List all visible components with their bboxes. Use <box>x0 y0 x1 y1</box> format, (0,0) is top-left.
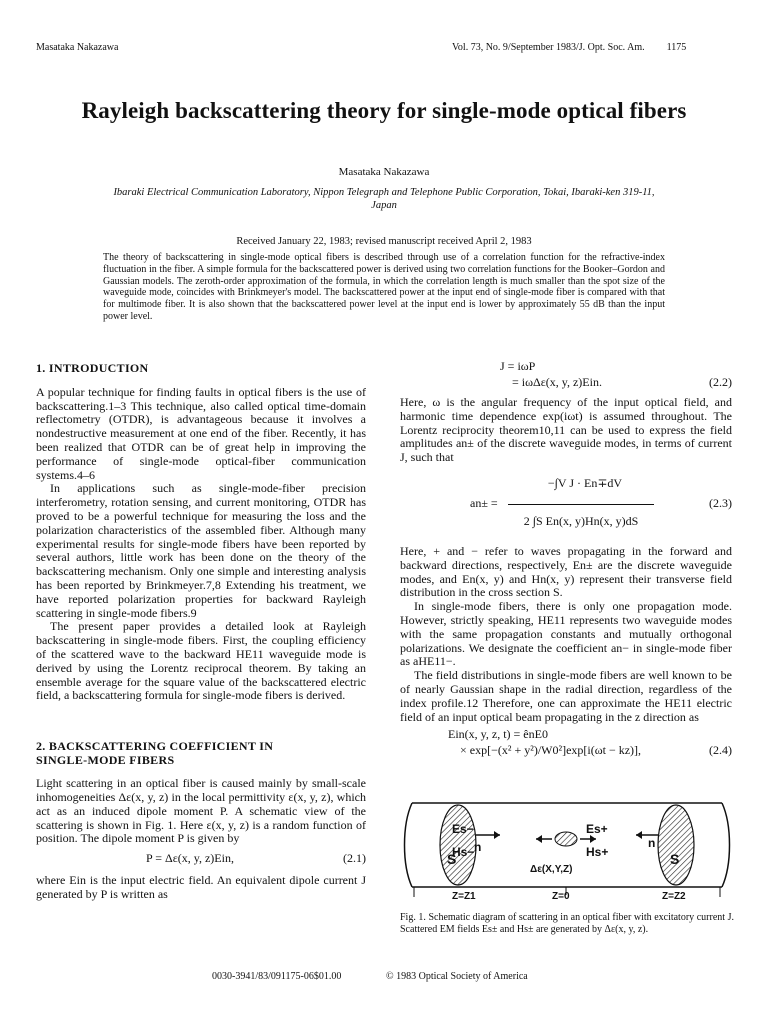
label-hs-minus: Hs− <box>452 845 475 859</box>
label-s-right: S <box>670 851 680 867</box>
label-n-left: n <box>474 840 482 854</box>
footer-copyright: © 1983 Optical Society of America <box>386 971 528 982</box>
right-paragraph-3: In single-mode fibers, there is only one propagation mode. However, strictly speaking, HE11 represents two waveguide modes with the same propagation constants and mutually orthogonal polarizations. We designate the coefficient an− in single-mode fiber as aHE11−. <box>400 599 732 669</box>
scatterer <box>555 832 577 846</box>
equation-2-4-line-1 <box>400 728 732 744</box>
label-z2: Z=Z2 <box>662 891 686 902</box>
equation-2-3 <box>400 471 732 539</box>
equation-2-1-number: (2.1) <box>343 851 366 866</box>
equation-2-1-body: P = Δε(x, y, z)Ein, <box>146 851 234 866</box>
label-z0: Z=0 <box>552 891 570 902</box>
section-2-heading-line-2: SINGLE-MODE FIBERS <box>36 753 175 768</box>
equation-2-2-line-1 <box>400 360 732 376</box>
label-es-minus: Es− <box>452 822 474 836</box>
equation-2-4-number: (2.4) <box>709 743 732 758</box>
label-z1: Z=Z1 <box>452 891 476 902</box>
fiber-right-end <box>722 803 730 887</box>
right-paragraph-1: Here, ω is the angular frequency of the input optical field, and harmonic time dependence exp(iωt) is assumed throughout. The Lorentz reciprocity theorem10,11 can be used to express the field amplitudes an± of the discrete waveguide modes, in terms of current J, such that <box>400 395 732 465</box>
figure-1-caption: Fig. 1. Schematic diagram of scattering in an optical fiber with excitatory current J. Scattered EM fields Es± and Hs± are generated by Δε(x, y, z). <box>400 912 734 935</box>
equation-2-3-denominator: 2 ∫S En(x, y)Hn(x, y)dS <box>523 513 639 528</box>
left-column <box>36 362 366 902</box>
label-s-left: S <box>447 851 457 867</box>
abstract: The theory of backscattering in single-mode optical fibers is described through use of a correlation function for the refractive-index fluctuation in the fiber. A simple formula for the backscattered power is derived using two correlation functions for the Booker–Gordon and Gaussian models. The zeroth-order approximation of the formula, in which the correlation length is much smaller than the spot size of the waveguide mode, coincides with Brinkmeyer's model. The backscattered power at the input end of single-mode fiber is compared with that for multimode fiber. It is also shown that the backscattered power level at the input end is lower by approximately 55 dB than the input power level. <box>103 252 665 322</box>
running-header-journal <box>452 42 734 53</box>
equation-2-2-line-2 <box>400 376 732 392</box>
intro-paragraph-3: The present paper provides a detailed look at Rayleigh backscattering in single-mode fibers. First, the coupling efficiency of the scattered wave to the backward HE11 waveguide mode is derived by using the Lorentz reciprocal theorem. By taking an ensemble average for the square value of the backscattered electric field, a backscattering formula for single-mode fibers is derived. <box>36 619 366 703</box>
right-paragraph-2: Here, + and − refer to waves propagating in the forward and backward directions, respectively, En± are the discrete waveguide modes, and En(x, y) and Hn(x, y) represent their transverse field distribution in the cross section S. <box>400 543 732 600</box>
running-header-author: Masataka Nakazawa <box>36 42 119 53</box>
intro-paragraph-2: In applications such as single-mode-fiber precision interferometry, rotation sensing, and current monitoring, OTDR has proved to be a powerful technique for measuring the loss and the polarization characteristics of the assembled fiber. Although many experimental results for single-mode fibers have been reported by several authors, little work has been done on the theory of the backscattering mechanism. Only one simple and interesting analysis has been reported by Brinkmeyer.7,8 Extending his treatment, we have reported polarization properties for backward Rayleigh scattering in single-mode fibers.9 <box>36 481 366 620</box>
footer-code: 0030-3941/83/091175-06$01.00 <box>212 971 342 982</box>
fiber-left-end <box>405 803 413 887</box>
equation-2-3-number: (2.3) <box>709 495 732 510</box>
cross-section-right <box>658 805 694 885</box>
section-2-paragraph-2: where Ein is the input electric field. An equivalent dipole current J generated by P is written as <box>36 873 366 901</box>
right-column <box>400 360 732 760</box>
equation-2-4-second: × exp[−(x² + y²)/W0²]exp[i(ωt − kz)], <box>460 743 642 758</box>
equation-2-3-numerator: −∫V J · En∓dV <box>547 475 623 490</box>
equation-2-2-second: = iωΔε(x, y, z)Ein. <box>512 375 602 389</box>
intro-paragraph-1: A popular technique for finding faults in optical fibers is the use of backscattering.1–3 This technique, also called optical time-domain reflectometry (OTDR), is advantageous because it involves a nondestructive measurement at one end of the fiber. Recently, it has been realized that OTDR can be of great help in improving the performance of single-mode optical-fiber communication systems.4–6 <box>36 384 366 482</box>
equation-2-4-line-2 <box>400 744 732 760</box>
label-es-plus: Es+ <box>586 822 608 836</box>
equation-2-4-first: Ein(x, y, z, t) = ênE0 <box>448 727 548 742</box>
right-paragraph-4: The field distributions in single-mode fibers are well known to be of nearly Gaussian shape in the radial direction, regardless of the index profile.12 Therefore, one can approximate the HE11 electric field of an input optical beam propagating in the z direction as <box>400 668 732 724</box>
section-2-heading-line-1: 2. BACKSCATTERING COEFFICIENT IN <box>36 739 274 754</box>
label-delta-epsilon: Δε(X,Y,Z) <box>530 864 573 875</box>
paper-title: Rayleigh backscattering theory for single-mode optical fibers <box>81 98 687 123</box>
received-dates: Received January 22, 1983; revised manuscript received April 2, 1983 <box>236 236 532 247</box>
author-name: Masataka Nakazawa <box>338 166 430 178</box>
page-number: 1175 <box>666 42 687 53</box>
label-n-right: n <box>648 836 656 850</box>
equation-2-2-number: (2.2) <box>709 375 732 389</box>
equation-2-2-first: J = iωP <box>500 359 536 373</box>
journal-citation: Vol. 73, No. 9/September 1983/J. Opt. Soc. Am. <box>452 42 645 53</box>
affiliation: Ibaraki Electrical Communication Laboratory, Nippon Telegraph and Telephone Public Corporation, Tokai, Ibaraki-ken 319-11, Japan <box>113 187 655 211</box>
section-2-paragraph-1: Light scattering in an optical fiber is caused mainly by small-scale inhomogeneities Δε(x, y, z) in the local permittivity ε(x, y, z), which act as an induced dipole moment P. A schematic view of the scattering is shown in Fig. 1. Here ε(x, y, z) is a random function of position. The dipole moment P is given by <box>36 776 366 846</box>
label-hs-plus: Hs+ <box>586 845 609 859</box>
fraction-bar <box>508 504 654 505</box>
equation-2-1 <box>36 852 366 868</box>
section-1-heading: 1. INTRODUCTION <box>36 361 149 375</box>
section-2-heading <box>36 739 366 767</box>
equation-2-3-lhs: an± = <box>470 495 498 510</box>
